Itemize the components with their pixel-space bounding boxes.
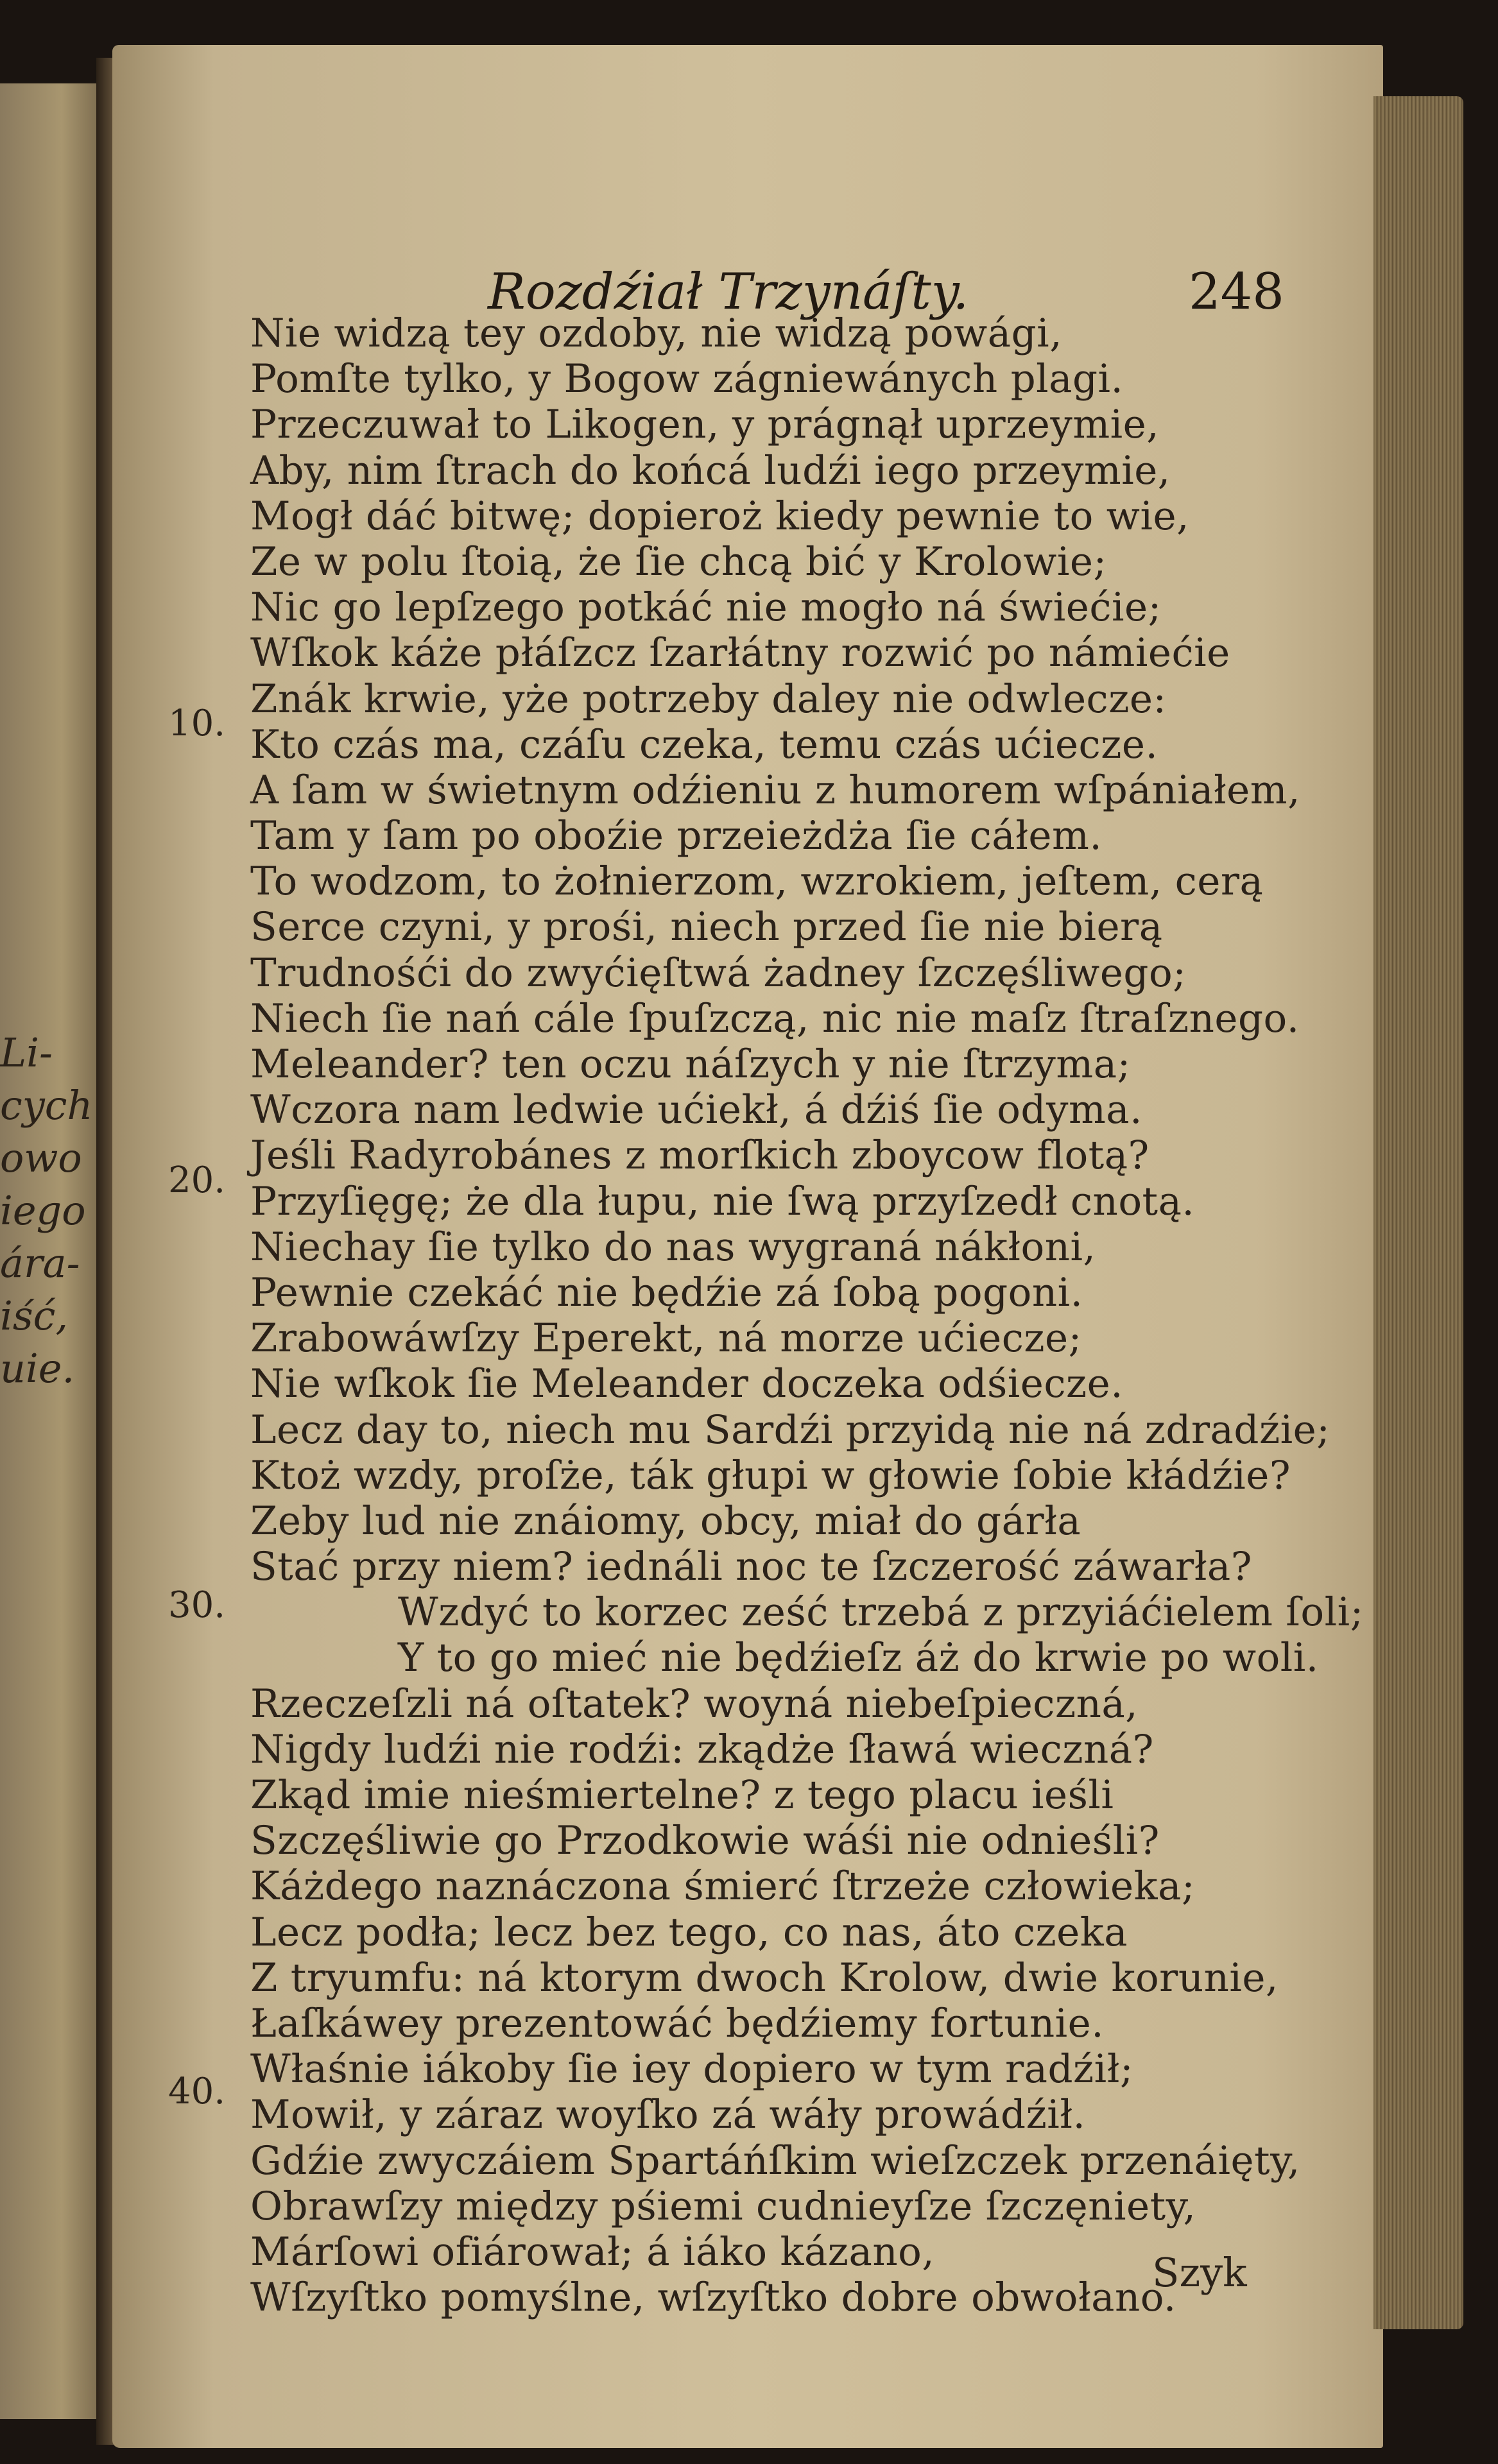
verse-line: Wzdyć to korzec ześć trzebá z przyiáćielem ſoli; [398, 1589, 1364, 1636]
verse-line: Lecz podła; lecz bez tego, co nas, áto czeka [250, 1909, 1128, 1955]
margin-note: ára- [0, 1240, 80, 1287]
verse-line: A ſam w świetnym odźieniu z humorem wſpániałem, [250, 767, 1300, 813]
verse-text [250, 311, 1364, 2321]
margin-note: cych [0, 1082, 93, 1129]
verse-line: Wczora nam ledwie ućiekł, á dźiś ſie odyma. [250, 1087, 1143, 1133]
catchword: Szyk [1152, 2249, 1247, 2296]
margin-note: owo [0, 1134, 82, 1181]
verse-line: Obrawſzy między pśiemi cudnieyſze ſzczęniety, [250, 2183, 1196, 2229]
verse-line: Mogł dáć bitwę; dopieroż kiedy pewnie to wie, [250, 493, 1189, 539]
verse-line: Meleander? ten oczu náſzych y nie ſtrzyma; [250, 1041, 1131, 1087]
verse-line: Gdźie zwyczáiem Spartáńſkim wieſzczek przenáięty, [250, 2137, 1300, 2184]
verse-line: Niech ſie nań cále ſpuſzczą, nic nie maſz ſtraſznego. [250, 995, 1300, 1041]
margin-note: iego [0, 1187, 86, 1234]
line-number: 10. [168, 703, 226, 744]
verse-line: Pewnie czekáć nie będźie zá ſobą pogoni. [250, 1269, 1083, 1315]
page-number: 248 [1189, 263, 1284, 321]
verse-line: Wſzyſtko pomyślne, wſzyſtko dobre obwołano. [250, 2275, 1176, 2321]
verse-line: Ktoż wzdy, proſże, ták głupi w głowie ſobie kłádźie? [250, 1452, 1291, 1498]
verse-line: Serce czyni, y prośi, niech przed ſie nie bierą [250, 904, 1163, 950]
margin-notes [0, 1027, 96, 1395]
verse-line: Trudnośći do zwyćięſtwá żadney ſzczęśliwego; [250, 950, 1187, 996]
verse-line: Nic go lepſzego potkáć nie mogło ná świećie; [250, 585, 1162, 631]
verse-line: Nie wſkok ſie Meleander doczeka odśiecze. [250, 1361, 1124, 1407]
verse-line: Ze w polu ſtoią, że ſie chcą bić y Krolowie; [250, 538, 1107, 585]
margin-note: uie. [0, 1345, 75, 1392]
verse-line: To wodzom, to żołnierzom, wzrokiem, jeſtem, cerą [250, 859, 1264, 905]
margin-note: iść, [0, 1292, 69, 1339]
verse-line: Tam y ſam po oboźie przeieżdża ſie cáłem. [250, 813, 1103, 859]
verse-line: Rzeczeſzli ná oſtatek? woyná niebeſpieczná, [250, 1681, 1139, 1727]
line-number: 30. [168, 1584, 226, 1626]
line-number: 40. [168, 2071, 226, 2112]
verse-line: Z tryumfu: ná ktorym dwoch Krolow, dwie korunie, [250, 1955, 1278, 2001]
verse-line: Znák krwie, yże potrzeby daley nie odwlecze: [250, 676, 1167, 722]
verse-line: Zkąd imie nieśmiertelne? z tego placu ieśli [250, 1772, 1114, 1818]
verse-line: Lecz day to, niech mu Sardźi przyidą nie ná zdradźie; [250, 1407, 1330, 1453]
verse-line: Y to go mieć nie będźieſz áż do krwie po woli. [398, 1635, 1319, 1681]
verse-line: Nigdy ludźi nie rodźi: zkądże ſławá wieczná? [250, 1726, 1154, 1772]
verse-line: Mowił, y záraz woyſko zá wáły prowádźił. [250, 2092, 1086, 2138]
verse-line: Káżdego naznáczona śmierć ſtrzeże człowieka; [250, 1863, 1196, 1910]
verse-line: Zrabowáwſzy Eperekt, ná morze ućiecze; [250, 1315, 1082, 1362]
verse-line: Łaſkáwey prezentowáć będźiemy fortunie. [250, 2000, 1105, 2046]
verse-line: Pomſte tylko, y Bogow zágniewánych plagi. [250, 356, 1124, 402]
verse-line: Kto czás ma, czáſu czeka, temu czás ućiecze. [250, 721, 1158, 767]
margin-note: Li- [0, 1029, 53, 1076]
verse-line: Właśnie iákoby ſie iey dopiero w tym radźił; [250, 2046, 1134, 2092]
verse-line: Jeśli Radyrobánes z morſkich zboycow flotą? [250, 1133, 1149, 1179]
verse-line: Wſkok káże płáſzcz ſzarłátny rozwić po námiećie [250, 630, 1230, 676]
verse-line: Przyſięgę; że dla łupu, nie ſwą przyſzedł cnotą. [250, 1178, 1195, 1224]
verse-line: Przeczuwał to Likogen, y prágnął uprzeymie, [250, 402, 1160, 448]
verse-line: Szczęśliwie go Przodkowie wáśi nie odnieśli? [250, 1818, 1160, 1864]
verse-line: Niechay ſie tylko do nas wygraná nákłoni, [250, 1224, 1096, 1270]
running-header: Rozdźiał Trzynáſty. [488, 263, 969, 321]
verse-line: Zeby lud nie znáiomy, obcy, miał do gárła [250, 1498, 1081, 1544]
verse-line: Nie widzą tey ozdoby, nie widzą powági, [250, 311, 1063, 356]
verse-line: Aby, nim ſtrach do końcá ludźi iego przeymie, [250, 447, 1171, 493]
verse-line: Stać przy niem? iednáli noc te ſzczerość záwarła? [250, 1544, 1252, 1590]
page-edges [1373, 96, 1463, 2329]
line-number: 20. [168, 1159, 226, 1201]
verse-line: Márſowi ofiárował; á iáko kázano, [250, 2229, 935, 2275]
